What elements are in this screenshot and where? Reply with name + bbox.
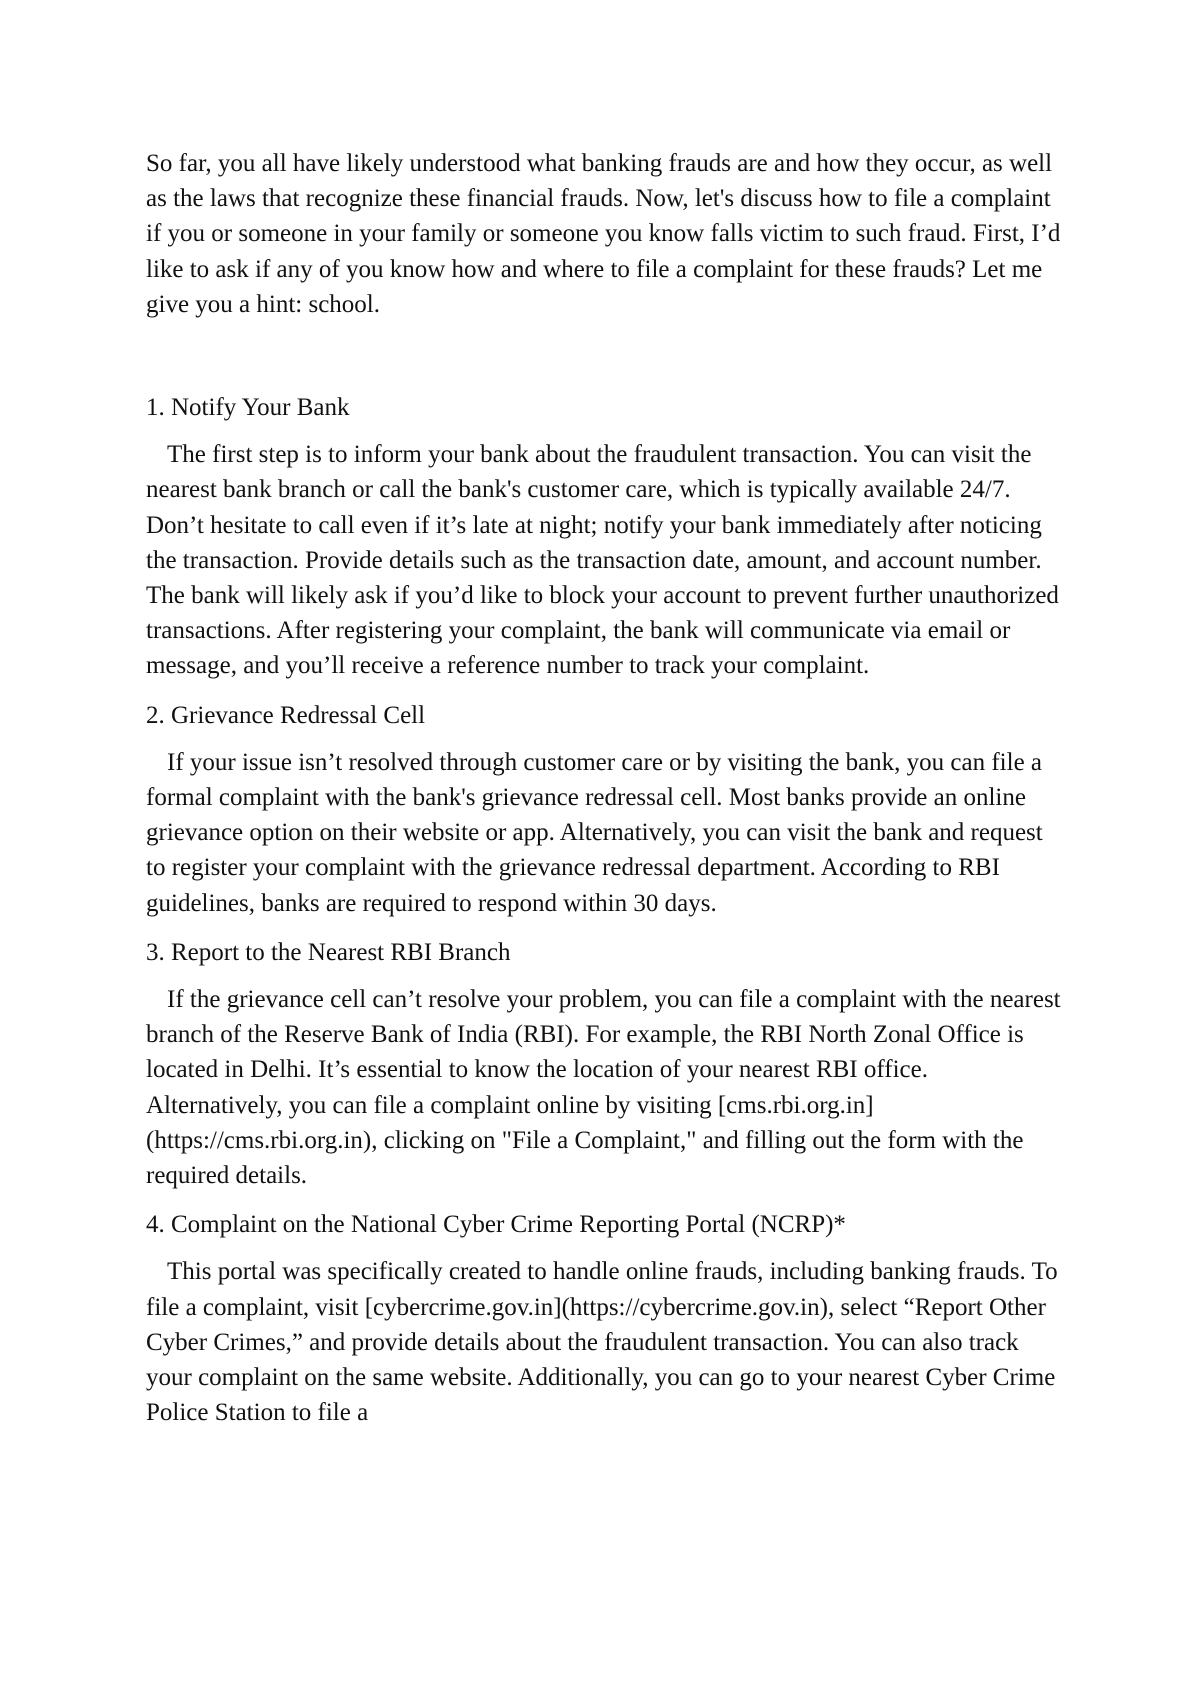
section-body-notify-bank: The first step is to inform your bank about the fraudulent transaction. You can visit the nearest bank branch or call the bank's customer care, which is typically available 24/7. Don’t hesitate to call even if it’s late at night; notify your bank immediately after noticing the transaction. Provide details such as the transaction date, amount, and account number. The bank will likely ask if you’d like to block your account to prevent further unauthorized transactions. After registering your complaint, the bank will communicate via email or message, and you’ll receive a reference number to track your complaint. (146, 441, 1059, 680)
section-heading-notify-bank: 1. Notify Your Bank (146, 394, 350, 422)
section-body-grievance-cell: If your issue isn’t resolved through customer care or by visiting the bank, you can file a formal complaint with the bank's grievance redressal cell. Most banks provide an online grievance option on their website or app. Alternatively, you can visit the bank and request to register your complaint with the grievance redressal department. According to RBI guidelines, banks are required to respond within 30 days. (146, 748, 1043, 917)
section-body-ncrp: This portal was specifically created to handle online frauds, including banking frauds. To file a complaint, visit [cybercrime.gov.in](https://cybercrime.gov.in), select “Report Other Cyber Crimes,” and provide details about the fraudulent transaction. You can also track your complaint on the same website. Additionally, you can go to your nearest Cyber Crime Police Station to file a (146, 1258, 1058, 1427)
document-body (146, 146, 1066, 1445)
section-heading-rbi-branch: 3. Report to the Nearest RBI Branch (146, 938, 511, 966)
section-heading-ncrp: 4. Complaint on the National Cyber Crime Reporting Portal (NCRP)* (146, 1211, 846, 1239)
section-body-rbi-branch: If the grievance cell can’t resolve your problem, you can file a complaint with the nearest branch of the Reserve Bank of India (RBI). For example, the RBI North Zonal Office is located in Delhi. It’s essential to know the location of your nearest RBI office. Alternatively, you can file a complaint online by visiting [cms.rbi.org.in](https://cms.rbi.org.in), clicking on "File a Complaint," and filling out the form with the required details. (146, 986, 1061, 1190)
section-heading-grievance-cell: 2. Grievance Redressal Cell (146, 701, 426, 729)
intro-paragraph: So far, you all have likely understood what banking frauds are and how they occur, as well as the laws that recognize these financial frauds. Now, let's discuss how to file a complaint if you or someone in your family or someone you know falls victim to such fraud. First, I’d like to ask if any of you know how and where to file a complaint for these frauds? Let me give you a hint: school. (146, 150, 1061, 318)
